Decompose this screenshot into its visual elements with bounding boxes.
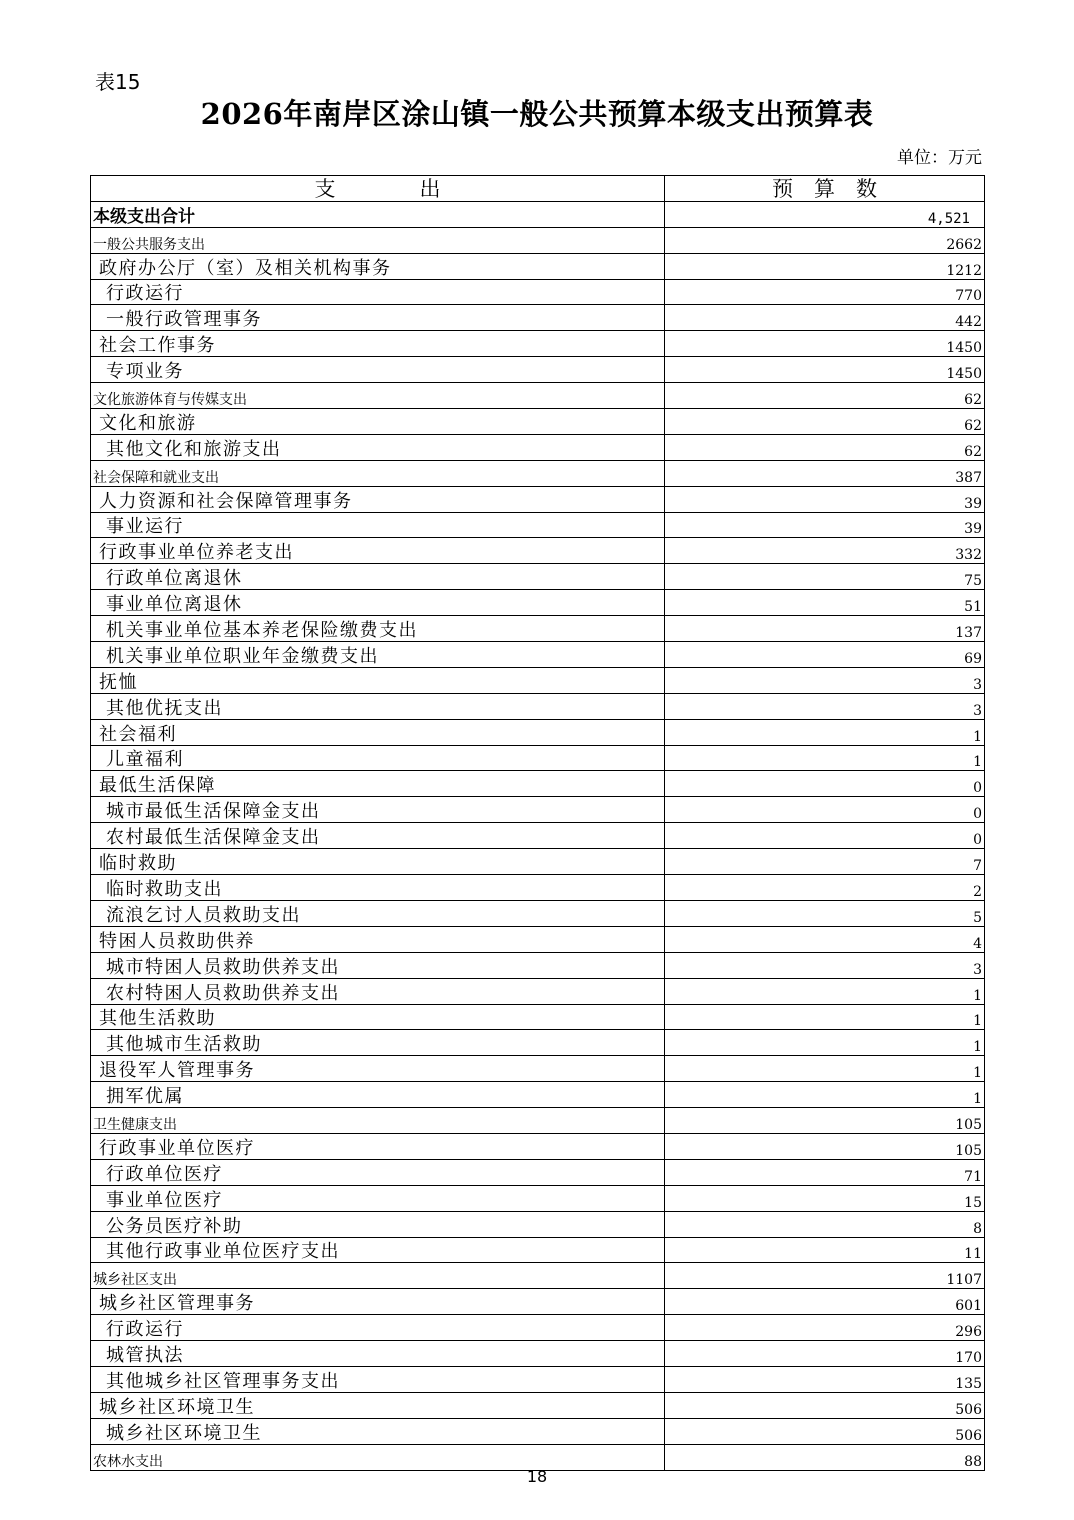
row-item-value: 62 — [665, 383, 985, 409]
row-item-name: 城乡社区环境卫生 — [91, 1418, 665, 1444]
row-item-name: 特困人员救助供养 — [91, 926, 665, 952]
table-row — [91, 693, 985, 719]
row-item-value: 2 — [665, 875, 985, 901]
row-item-value: 105 — [665, 1133, 985, 1159]
table-row — [91, 797, 985, 823]
row-item-value: 387 — [665, 460, 985, 486]
table-row — [91, 279, 985, 305]
table-row — [91, 305, 985, 331]
table-row — [91, 1185, 985, 1211]
table-row — [91, 1366, 985, 1392]
row-item-value: 332 — [665, 538, 985, 564]
row-item-name: 拥军优属 — [91, 1082, 665, 1108]
row-item-name: 一般公共服务支出 — [91, 227, 665, 253]
row-item-value: 11 — [665, 1237, 985, 1263]
row-item-value: 3 — [665, 667, 985, 693]
row-item-name: 农村特困人员救助供养支出 — [91, 978, 665, 1004]
table-row — [91, 667, 985, 693]
table-row — [91, 538, 985, 564]
row-item-name: 城乡社区管理事务 — [91, 1289, 665, 1315]
row-item-name: 农村最低生活保障金支出 — [91, 823, 665, 849]
row-item-name: 流浪乞讨人员救助支出 — [91, 900, 665, 926]
row-item-name: 事业单位医疗 — [91, 1185, 665, 1211]
row-item-name: 社会保障和就业支出 — [91, 460, 665, 486]
total-label: 本级支出合计 — [91, 201, 665, 227]
row-item-name: 公务员医疗补助 — [91, 1211, 665, 1237]
table-row — [91, 383, 985, 409]
table-row — [91, 616, 985, 642]
row-item-value: 1450 — [665, 357, 985, 383]
row-item-name: 临时救助 — [91, 849, 665, 875]
row-item-name: 城乡社区支出 — [91, 1263, 665, 1289]
row-item-name: 临时救助支出 — [91, 875, 665, 901]
table-row — [91, 1159, 985, 1185]
row-item-value: 5 — [665, 900, 985, 926]
row-item-value: 770 — [665, 279, 985, 305]
row-item-name: 行政运行 — [91, 1315, 665, 1341]
table-row — [91, 1237, 985, 1263]
table-row — [91, 1108, 985, 1134]
row-item-name: 其他优抚支出 — [91, 693, 665, 719]
row-item-value: 7 — [665, 849, 985, 875]
table-row — [91, 978, 985, 1004]
unit-label: 单位：万元 — [897, 148, 982, 168]
row-item-name: 文化和旅游 — [91, 409, 665, 435]
table-row — [91, 564, 985, 590]
row-item-name: 城市最低生活保障金支出 — [91, 797, 665, 823]
row-item-value: 71 — [665, 1159, 985, 1185]
row-item-name: 卫生健康支出 — [91, 1108, 665, 1134]
row-item-value: 4 — [665, 926, 985, 952]
row-item-name: 事业运行 — [91, 512, 665, 538]
table-row — [91, 1030, 985, 1056]
row-item-value: 1 — [665, 719, 985, 745]
budget-table — [90, 175, 985, 1471]
row-item-value: 39 — [665, 512, 985, 538]
row-item-name: 儿童福利 — [91, 745, 665, 771]
row-item-value: 506 — [665, 1418, 985, 1444]
table-row — [91, 849, 985, 875]
header-budget-amount: 预 算 数 — [665, 176, 985, 202]
row-item-value: 0 — [665, 823, 985, 849]
row-item-value: 62 — [665, 434, 985, 460]
row-item-name: 专项业务 — [91, 357, 665, 383]
row-item-name: 农林水支出 — [91, 1444, 665, 1470]
table-row — [91, 434, 985, 460]
table-row — [91, 1289, 985, 1315]
table-row — [91, 253, 985, 279]
row-item-name: 行政事业单位医疗 — [91, 1133, 665, 1159]
row-item-name: 社会工作事务 — [91, 331, 665, 357]
table-row — [91, 1211, 985, 1237]
row-item-value: 170 — [665, 1341, 985, 1367]
row-item-value: 39 — [665, 486, 985, 512]
row-item-value: 137 — [665, 616, 985, 642]
table-row — [91, 875, 985, 901]
table-row — [91, 227, 985, 253]
table-row — [91, 409, 985, 435]
table-number: 表15 — [95, 70, 141, 94]
row-item-value: 442 — [665, 305, 985, 331]
table-row — [91, 642, 985, 668]
row-item-name: 城乡社区环境卫生 — [91, 1392, 665, 1418]
row-item-name: 退役军人管理事务 — [91, 1056, 665, 1082]
row-item-name: 事业单位离退休 — [91, 590, 665, 616]
row-item-value: 62 — [665, 409, 985, 435]
table-row — [91, 486, 985, 512]
row-item-value: 15 — [665, 1185, 985, 1211]
row-item-name: 最低生活保障 — [91, 771, 665, 797]
row-item-value: 88 — [665, 1444, 985, 1470]
row-item-name: 机关事业单位职业年金缴费支出 — [91, 642, 665, 668]
header-expenditure: 支 出 — [91, 176, 665, 202]
row-item-name: 抚恤 — [91, 667, 665, 693]
table-row — [91, 590, 985, 616]
row-item-value: 69 — [665, 642, 985, 668]
row-item-value: 3 — [665, 952, 985, 978]
row-item-value: 1450 — [665, 331, 985, 357]
table-row — [91, 926, 985, 952]
table-row — [91, 331, 985, 357]
page-number: 18 — [526, 1467, 548, 1486]
row-item-value: 1 — [665, 1030, 985, 1056]
row-item-value: 2662 — [665, 227, 985, 253]
row-item-value: 0 — [665, 771, 985, 797]
table-row — [91, 745, 985, 771]
row-item-name: 行政单位医疗 — [91, 1159, 665, 1185]
row-item-name: 机关事业单位基本养老保险缴费支出 — [91, 616, 665, 642]
row-item-name: 行政运行 — [91, 279, 665, 305]
row-item-name: 其他城市生活救助 — [91, 1030, 665, 1056]
table-row — [91, 1392, 985, 1418]
total-row — [91, 201, 985, 227]
table-row — [91, 1418, 985, 1444]
row-item-value: 0 — [665, 797, 985, 823]
table-row — [91, 1082, 985, 1108]
row-item-name: 其他生活救助 — [91, 1004, 665, 1030]
row-item-name: 政府办公厅（室）及相关机构事务 — [91, 253, 665, 279]
page-title: 2026年南岸区涂山镇一般公共预算本级支出预算表 — [200, 97, 874, 131]
row-item-value: 1 — [665, 1082, 985, 1108]
table-header-row — [91, 176, 985, 202]
row-item-name: 行政事业单位养老支出 — [91, 538, 665, 564]
row-item-value: 75 — [665, 564, 985, 590]
row-item-value: 105 — [665, 1108, 985, 1134]
table-row — [91, 512, 985, 538]
row-item-value: 1107 — [665, 1263, 985, 1289]
row-item-name: 社会福利 — [91, 719, 665, 745]
table-row — [91, 460, 985, 486]
row-item-name: 其他文化和旅游支出 — [91, 434, 665, 460]
row-item-value: 506 — [665, 1392, 985, 1418]
table-row — [91, 357, 985, 383]
row-item-value: 3 — [665, 693, 985, 719]
table-row — [91, 1056, 985, 1082]
row-item-value: 51 — [665, 590, 985, 616]
row-item-value: 1 — [665, 978, 985, 1004]
row-item-name: 其他行政事业单位医疗支出 — [91, 1237, 665, 1263]
row-item-value: 1 — [665, 745, 985, 771]
table-row — [91, 823, 985, 849]
row-item-name: 人力资源和社会保障管理事务 — [91, 486, 665, 512]
row-item-value: 1 — [665, 1056, 985, 1082]
table-row — [91, 1315, 985, 1341]
row-item-value: 1 — [665, 1004, 985, 1030]
row-item-value: 296 — [665, 1315, 985, 1341]
table-row — [91, 771, 985, 797]
row-item-name: 城市特困人员救助供养支出 — [91, 952, 665, 978]
row-item-name: 其他城乡社区管理事务支出 — [91, 1366, 665, 1392]
row-item-value: 1212 — [665, 253, 985, 279]
table-row — [91, 1341, 985, 1367]
row-item-name: 行政单位离退休 — [91, 564, 665, 590]
row-item-value: 8 — [665, 1211, 985, 1237]
total-value: 4,521 — [665, 201, 985, 227]
table-row — [91, 1133, 985, 1159]
row-item-value: 601 — [665, 1289, 985, 1315]
table-row — [91, 1004, 985, 1030]
row-item-value: 135 — [665, 1366, 985, 1392]
row-item-name: 一般行政管理事务 — [91, 305, 665, 331]
table-row — [91, 719, 985, 745]
row-item-name: 文化旅游体育与传媒支出 — [91, 383, 665, 409]
row-item-name: 城管执法 — [91, 1341, 665, 1367]
table-row — [91, 952, 985, 978]
table-row — [91, 1263, 985, 1289]
table-row — [91, 900, 985, 926]
